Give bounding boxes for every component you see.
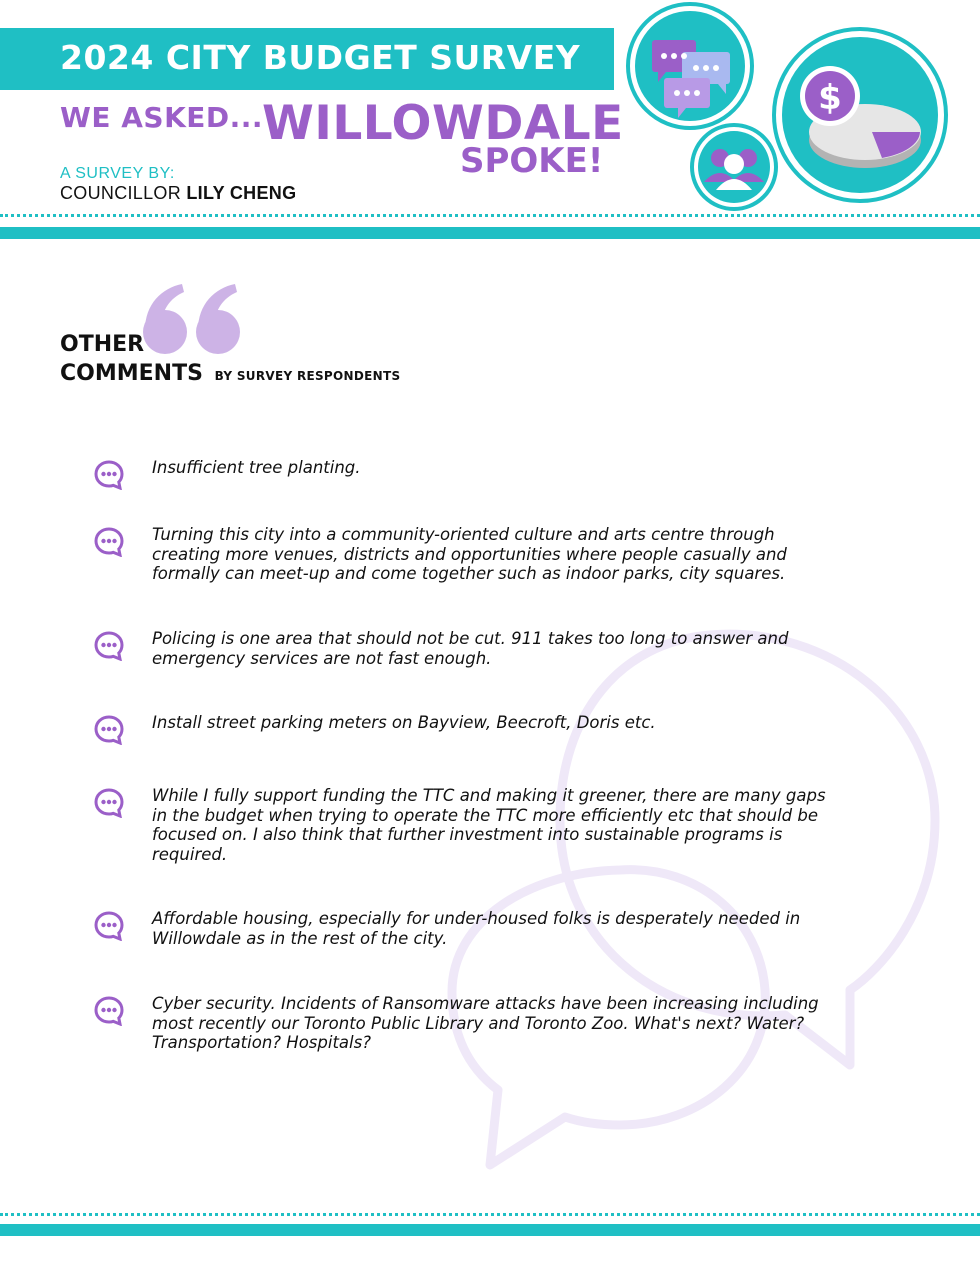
chat-bubbles-icon	[628, 4, 752, 128]
comment-bubble-icon	[94, 996, 124, 1026]
comment-bubble-icon	[94, 527, 124, 557]
councillor-prefix: COUNCILLOR	[60, 183, 182, 203]
comment-text: Cyber security. Incidents of Ransomware attacks have been increasing including most recently our Toronto Public Library and Toronto Zoo. What's next? Water? Transportation? Hospitals?	[152, 994, 819, 1052]
comment-bubble-icon	[94, 715, 124, 745]
comment-text: Turning this city into a community-oriented culture and arts centre through creating more venues, districts and opportunities where people casually and formally can meet-up and come together such as indoor parks, city squares.	[152, 525, 787, 583]
comment-text: Insufficient tree planting.	[152, 458, 361, 477]
section-subtitle: BY SURVEY RESPONDENTS	[214, 369, 401, 383]
comment-bubble-icon	[94, 911, 124, 941]
comment-text: Install street parking meters on Bayview, Beecroft, Doris etc.	[152, 713, 656, 732]
we-asked-text: WE ASKED...	[60, 101, 264, 134]
councillor-name	[60, 183, 296, 204]
willowdale-text: WILLOWDALE	[262, 96, 624, 151]
header-dotted-divider	[0, 214, 980, 217]
section-title-line2	[60, 359, 400, 391]
footer-dotted-divider	[0, 1213, 980, 1216]
header-icons-group	[620, 0, 960, 215]
survey-title: 2024 CITY BUDGET SURVEY	[60, 38, 581, 77]
section-title	[60, 330, 400, 391]
survey-by-label: A SURVEY BY:	[60, 165, 175, 182]
section-title-line1: OTHER	[60, 332, 145, 357]
comment-text: Policing is one area that should not be cut. 911 takes too long to answer and emergency services are not fast enough.	[152, 629, 789, 668]
background-chat-bubbles-icon	[430, 620, 960, 1180]
comment-bubble-icon	[94, 788, 124, 818]
section-title-comments: COMMENTS	[60, 361, 203, 386]
comment-bubble-icon	[94, 460, 124, 490]
spoke-text: SPOKE!	[460, 141, 604, 181]
header-solid-divider	[0, 227, 980, 239]
footer-solid-divider	[0, 1224, 980, 1236]
people-icon	[692, 125, 776, 209]
comment-text: While I fully support funding the TTC and making it greener, there are many gaps in the budget when trying to operate the TTC more efficiently etc that should be focused on. I also think that further investment into sustainable programs is required.	[152, 786, 826, 864]
dollar-pie-chart-icon	[774, 29, 946, 201]
comment-text: Affordable housing, especially for under-housed folks is desperately needed in Willowdale as in the rest of the city.	[152, 909, 801, 948]
comment-bubble-icon	[94, 631, 124, 661]
svg-text:$: $	[818, 78, 842, 118]
councillor-full-name: LILY CHENG	[186, 183, 297, 203]
